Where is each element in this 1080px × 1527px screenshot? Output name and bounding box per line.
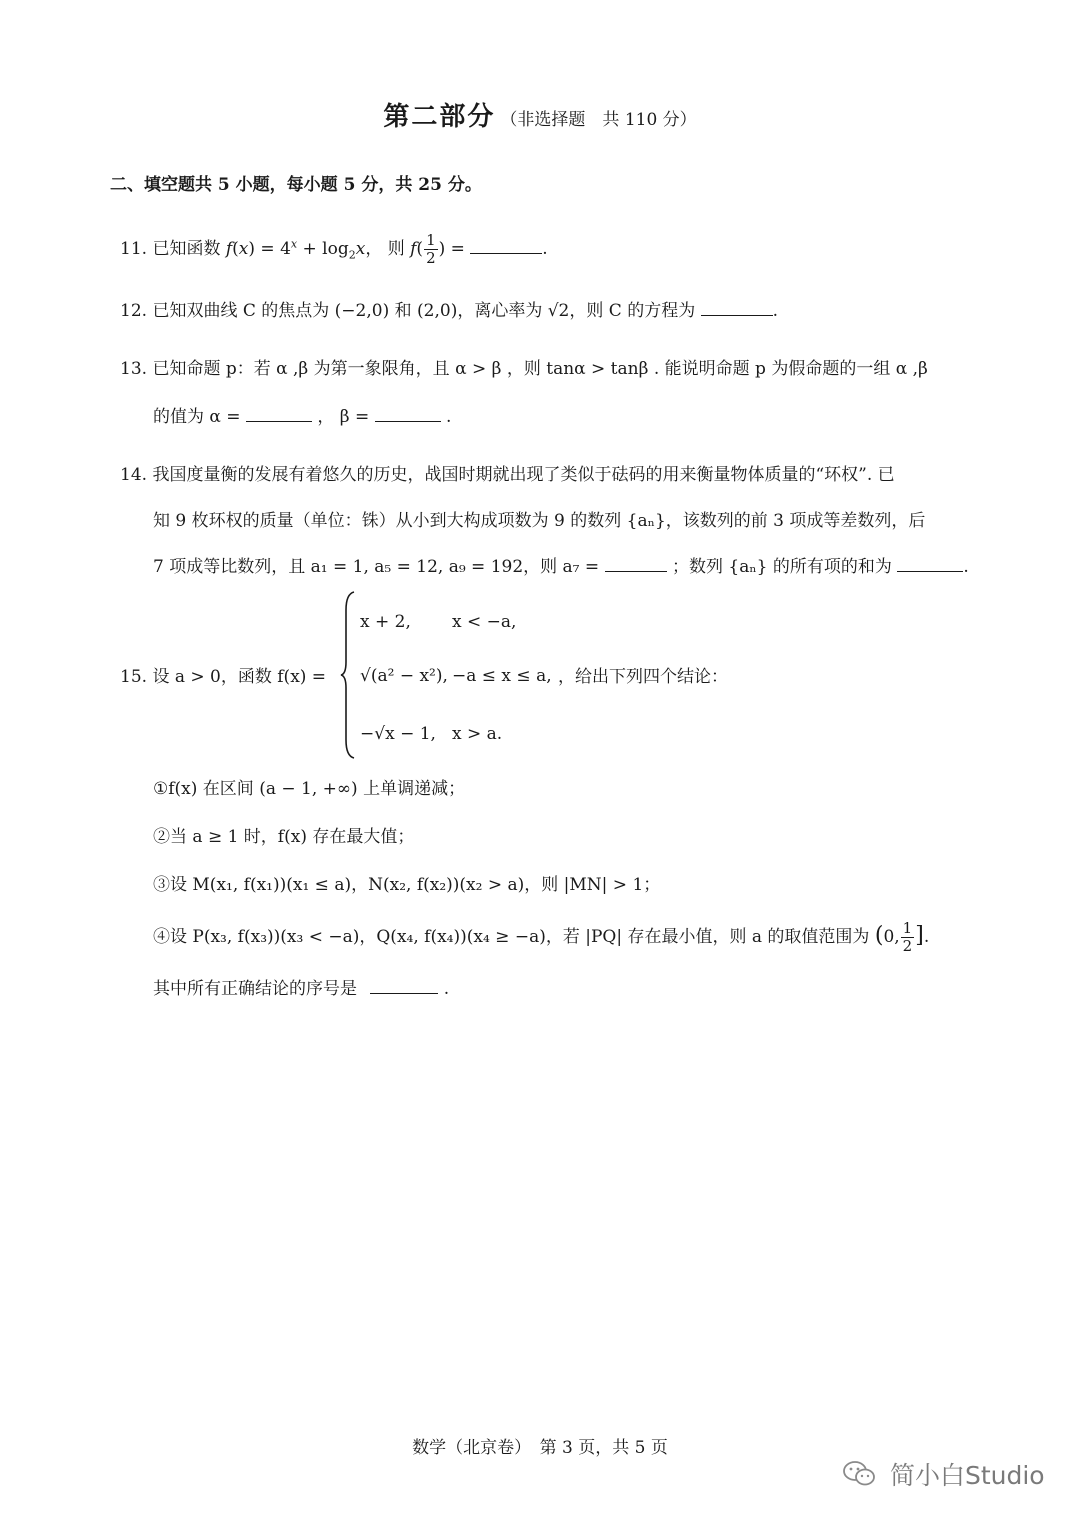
answer-blank-a7 — [605, 557, 667, 572]
question-text: 设 a > 0，函数 f(x) = — [152, 667, 327, 687]
question-15-after-function: ，给出下列四个结论： — [558, 667, 728, 687]
question-14-line-2: 知 9 枚环权的质量（单位：铢）从小到大构成项数为 9 的数列 {aₙ}，该数列的前 3 项成等差数列，后 — [153, 511, 926, 531]
piecewise-case-1-expression: x + 2, — [360, 612, 411, 632]
conclusion-1: ①f(x) 在区间 (a − 1, +∞) 上单调递减； — [153, 779, 466, 799]
fraction-one-half: $\frac{1}{2}$ — [426, 231, 436, 267]
interval-zero-half: ( — [874, 923, 884, 948]
watermark — [842, 1456, 1045, 1494]
question-number: 11. — [120, 239, 148, 259]
piecewise-case-1-condition: x < −a, — [452, 612, 517, 632]
question-15-final: 其中所有正确结论的序号是 . — [153, 979, 450, 999]
question-text: 我国度量衡的发展有着悠久的历史，战国时期就出现了类似于砝码的用来衡量物体质量的“环权”. 已 — [152, 465, 895, 485]
question-number: 12. — [120, 301, 148, 321]
answer-blank-beta — [375, 407, 441, 422]
question-text: 7 项成等比数列，且 a₁ = 1, a₅ = 12, a₉ = 192，则 a₇ = — [153, 557, 600, 577]
conclusion-3: ③设 M(x₁, f(x₁))(x₁ ≤ a)，N(x₂, f(x₂))(x₂ > a)，则 |MN| > 1； — [153, 875, 661, 895]
question-12: 12. 已知双曲线 C 的焦点为 (−2,0) 和 (2,0)，离心率为 √2，则 C 的方程为 . — [120, 301, 779, 321]
conclusion-4: ④设 P(x₃, f(x₃))(x₃ < −a)，Q(x₄, f(x₄))(x₄ ≥ −a)，若 |PQ| 存在最小值，则 a 的取值范围为 (0, $\frac{1}{2}$ ]. — [153, 919, 930, 955]
question-text: 其中所有正确结论的序号是 — [153, 979, 357, 999]
answer-blank — [370, 979, 438, 994]
part-title-sub: （非选择题 共 110 分） — [500, 110, 697, 130]
piecewise-case-2-expression: √(a² − x²), — [360, 666, 448, 686]
question-15-intro — [120, 662, 326, 687]
question-13-line-1 — [120, 354, 928, 379]
piecewise-case-3-expression: −√x − 1, — [360, 724, 436, 744]
question-13-line-2: 的值为 α = ， β = . — [153, 407, 452, 427]
part-title-main: 第二部分 — [383, 102, 496, 132]
answer-blank-sum — [897, 557, 963, 572]
answer-blank-alpha — [246, 407, 312, 422]
question-number: 15. — [120, 667, 148, 687]
question-text: 则 — [387, 239, 405, 259]
question-text: 已知命题 p：若 α ,β 为第一象限角，且 α > β ，则 tanα > tanβ . 能说明命题 p 为假命题的一组 α ,β — [152, 359, 928, 379]
conclusion-4-text: ④设 P(x₃, f(x₃))(x₃ < −a)，Q(x₄, f(x₄))(x₄ ≥ −a)，若 |PQ| 存在最小值，则 a 的取值范围为 — [153, 927, 870, 947]
piecewise-brace — [340, 590, 358, 760]
question-text: ；数列 {aₙ} 的所有项的和为 — [671, 557, 892, 577]
math-expression: $f(x) = 4^x + \log_2x$， — [225, 237, 383, 262]
piecewise-case-3-condition: x > a. — [452, 724, 503, 744]
math-expression: f( $\frac{1}{2}$ ) = — [410, 231, 465, 267]
watermark-text: 简小白Studio — [889, 1461, 1045, 1490]
page-footer: 数学（北京卷） 第 3 页，共 5 页 — [412, 1438, 668, 1458]
question-number: 14. — [120, 465, 148, 485]
question-11: 11. 已知函数 $f(x) = 4^x + \log_2x$， 则 f( $\frac{1}{2}$ ) = . — [120, 231, 548, 267]
question-text: 已知双曲线 C 的焦点为 (−2,0) 和 (2,0)，离心率为 √2，则 C 的方程为 — [152, 301, 696, 321]
wechat-icon — [842, 1460, 876, 1494]
question-text: 的值为 α = — [153, 407, 241, 427]
answer-blank — [701, 301, 773, 316]
fraction-one-half: $\frac{1}{2}$ — [902, 919, 913, 955]
question-text: ， β = — [317, 407, 370, 427]
piecewise-case-2-condition: −a ≤ x ≤ a, — [452, 666, 552, 686]
question-text: 已知函数 — [152, 239, 221, 259]
conclusion-2: ②当 a ≥ 1 时，f(x) 存在最大值； — [153, 827, 415, 847]
answer-blank — [470, 239, 542, 254]
section-heading: 二、填空题共 5 小题，每小题 5 分，共 25 分。 — [110, 175, 482, 195]
question-14-line-1 — [120, 460, 895, 485]
part-title — [0, 96, 1080, 133]
question-14-line-3: 7 项成等比数列，且 a₁ = 1, a₅ = 12, a₉ = 192，则 a₇ = ；数列 {aₙ} 的所有项的和为 . — [153, 557, 969, 577]
question-number: 13. — [120, 359, 148, 379]
